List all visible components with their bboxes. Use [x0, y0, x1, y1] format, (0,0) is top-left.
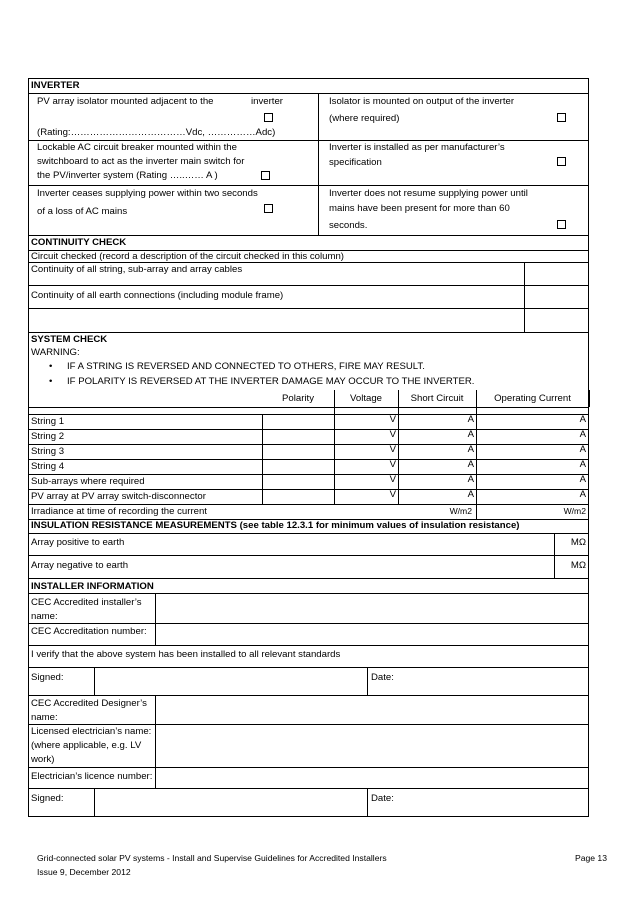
system-row-label: String 4: [31, 461, 65, 472]
resume-line-1: Inverter does not resume supplying power until: [329, 188, 528, 199]
isolator-left-word: inverter: [251, 96, 283, 107]
footer-issue: Issue 9, December 2012: [37, 867, 131, 877]
short-circuit-unit: A: [467, 459, 474, 470]
insulation-negative-unit: MΩ: [570, 560, 586, 571]
isolator-right-1: Isolator is mounted on output of the inverter: [329, 96, 515, 107]
continuity-row-1-label: Continuity of all string, sub-array and array cables: [31, 264, 243, 275]
system-row-label: String 1: [31, 416, 65, 427]
resume-line-2: mains have been present for more than 60: [329, 203, 510, 214]
installed-line-1: Inverter is installed as per manufacturer’s: [329, 142, 505, 153]
voltage-unit: V: [389, 489, 396, 500]
ceases-line-1: Inverter ceases supplying power within two seconds: [37, 188, 258, 199]
warning-bullet-dot-2: •: [49, 376, 53, 387]
warning-bullet-2: IF POLARITY IS REVERSED AT THE INVERTER DAMAGE MAY OCCUR TO THE INVERTER.: [67, 376, 475, 387]
isolator-output-checkbox[interactable]: [557, 113, 566, 122]
voltage-unit: V: [389, 474, 396, 485]
operating-current-unit: A: [579, 489, 586, 500]
installed-line-2: specification: [329, 157, 382, 168]
system-row-label: PV array at PV array switch-disconnector: [31, 491, 206, 502]
breaker-line-1: Lockable AC circuit breaker mounted within the: [37, 142, 237, 153]
warning-label: WARNING:: [31, 347, 80, 358]
system-row-label: String 2: [31, 431, 65, 442]
continuity-heading: CONTINUITY CHECK: [31, 237, 127, 248]
designer-label-1: CEC Accredited Designer’s: [31, 698, 147, 709]
insulation-positive-unit: MΩ: [570, 537, 586, 548]
isolator-right-2: (where required): [329, 113, 400, 124]
insulation-negative-label: Array negative to earth: [31, 560, 129, 571]
short-circuit-unit: A: [467, 489, 474, 500]
insulation-positive-label: Array positive to earth: [31, 537, 125, 548]
isolator-adjacent-checkbox[interactable]: [264, 113, 273, 122]
breaker-checkbox[interactable]: [261, 171, 270, 180]
ceases-checkbox[interactable]: [264, 204, 273, 213]
breaker-line-2: switchboard to act as the inverter main switch for: [37, 156, 245, 167]
installer-heading: INSTALLER INFORMATION: [31, 581, 154, 592]
col-polarity: Polarity: [282, 393, 314, 404]
licence-label: Electrician’s licence number:: [31, 771, 153, 782]
system-row-label: Sub-arrays where required: [31, 476, 145, 487]
breaker-line-3: the PV/inverter system (Rating …..…… A ): [37, 170, 218, 181]
continuity-row-2-label: Continuity of all earth connections (including module frame): [31, 290, 284, 301]
verify-statement: I verify that the above system has been installed to all relevant standards: [31, 649, 341, 660]
system-row-label: String 3: [31, 446, 65, 457]
insulation-heading: INSULATION RESISTANCE MEASUREMENTS (see table 12.3.1 for minimum values of insulation resistance): [31, 520, 520, 531]
short-circuit-unit: A: [467, 414, 474, 425]
date-label-2: Date:: [371, 793, 394, 804]
cec-installer-label-2: name:: [31, 611, 58, 622]
irradiance-unit-2: W/m2: [563, 506, 586, 516]
installed-checkbox[interactable]: [557, 157, 566, 166]
voltage-unit: V: [389, 444, 396, 455]
footer-title: Grid-connected solar PV systems - Install and Supervise Guidelines for Accredited Installers: [37, 853, 387, 863]
ceases-line-2: of a loss of AC mains: [37, 206, 128, 217]
short-circuit-unit: A: [467, 429, 474, 440]
isolator-left-text: PV array isolator mounted adjacent to the: [37, 96, 214, 107]
irradiance-label: Irradiance at time of recording the current: [31, 506, 207, 517]
designer-label-2: name:: [31, 712, 58, 723]
signed-label: Signed:: [31, 672, 64, 683]
operating-current-unit: A: [579, 474, 586, 485]
date-label: Date:: [371, 672, 394, 683]
resume-checkbox[interactable]: [557, 220, 566, 229]
continuity-instruction: Circuit checked (record a description of the circuit checked in this column): [31, 251, 344, 262]
voltage-unit: V: [389, 414, 396, 425]
voltage-unit: V: [389, 459, 396, 470]
electrician-label-3: work): [31, 754, 55, 765]
operating-current-unit: A: [579, 414, 586, 425]
irradiance-unit-1: W/m2: [449, 506, 472, 516]
warning-bullet-dot-1: •: [49, 361, 53, 372]
operating-current-unit: A: [579, 429, 586, 440]
short-circuit-unit: A: [467, 444, 474, 455]
inverter-heading: INVERTER: [31, 80, 80, 91]
cec-installer-label-1: CEC Accredited installer’s: [31, 597, 142, 608]
resume-line-3: seconds.: [329, 220, 368, 231]
warning-bullet-1: IF A STRING IS REVERSED AND CONNECTED TO OTHERS, FIRE MAY RESULT.: [67, 361, 425, 372]
electrician-label-1: Licensed electrician’s name:: [31, 726, 152, 737]
col-short-circuit: Short Circuit: [410, 393, 464, 404]
rating-line: (Rating:………………………………Vdc, ……………Adc): [37, 127, 276, 138]
operating-current-unit: A: [579, 459, 586, 470]
electrician-label-2: (where applicable, e.g. LV: [31, 740, 142, 751]
system-check-heading: SYSTEM CHECK: [31, 334, 108, 345]
col-operating-current: Operating Current: [494, 393, 571, 404]
short-circuit-unit: A: [467, 474, 474, 485]
cec-number-label: CEC Accreditation number:: [31, 626, 147, 637]
footer-page-number: Page 13: [574, 853, 607, 863]
signed-label-2: Signed:: [31, 793, 64, 804]
operating-current-unit: A: [579, 444, 586, 455]
voltage-unit: V: [389, 429, 396, 440]
col-voltage: Voltage: [349, 393, 382, 404]
